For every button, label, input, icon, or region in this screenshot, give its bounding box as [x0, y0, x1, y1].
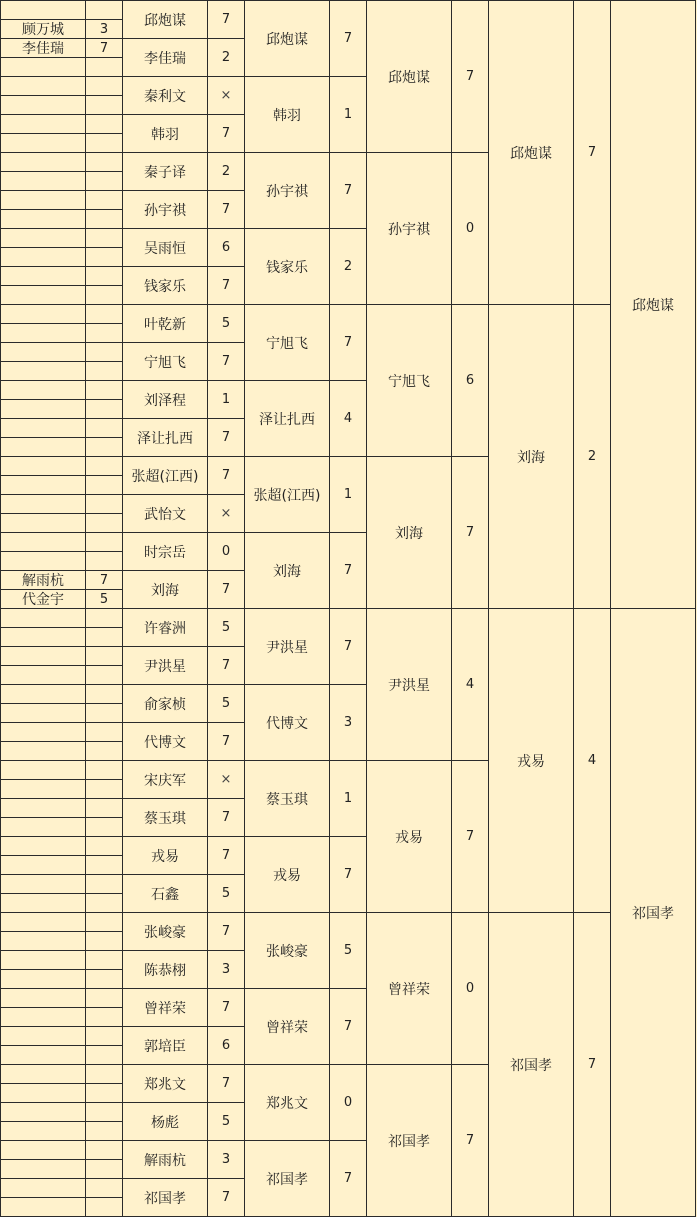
empty-cell — [0, 1007, 86, 1027]
empty-cell — [85, 760, 123, 780]
round1-player-score: 0 — [207, 532, 245, 571]
round1-player-score: 6 — [207, 1026, 245, 1065]
empty-cell — [0, 931, 86, 951]
round1-player-score: 7 — [207, 418, 245, 457]
empty-cell — [0, 836, 86, 856]
round4-player-score: 2 — [573, 304, 611, 609]
round1-player-score: 1 — [207, 380, 245, 419]
round2-player-score: 7 — [329, 0, 367, 77]
empty-cell — [0, 874, 86, 894]
round2-player-score: 7 — [329, 152, 367, 229]
empty-cell — [0, 1178, 86, 1198]
empty-cell — [0, 855, 86, 875]
round4-player-name: 刘海 — [488, 304, 574, 609]
empty-cell — [85, 779, 123, 799]
round3-player-name: 曾祥荣 — [366, 912, 452, 1065]
empty-cell — [85, 836, 123, 856]
empty-cell — [85, 171, 123, 191]
round1-player-score: 5 — [207, 608, 245, 647]
empty-cell — [0, 304, 86, 324]
empty-cell — [0, 171, 86, 191]
empty-cell — [85, 152, 123, 172]
round1-player-name: 宋庆军 — [122, 760, 208, 799]
empty-cell — [85, 646, 123, 666]
empty-cell — [85, 931, 123, 951]
round2-player-name: 代博文 — [244, 684, 330, 761]
empty-cell — [0, 988, 86, 1008]
round4-player-name: 祁国孝 — [488, 912, 574, 1217]
empty-cell — [0, 228, 86, 248]
round1-player-score: 7 — [207, 1178, 245, 1217]
round3-player-score: 7 — [451, 0, 489, 153]
empty-cell — [85, 722, 123, 742]
empty-cell — [0, 399, 86, 419]
round2-player-score: 5 — [329, 912, 367, 989]
qualifier-score: 7 — [85, 570, 123, 590]
round1-player-name: 武怡文 — [122, 494, 208, 533]
round2-player-score: 1 — [329, 760, 367, 837]
round1-player-name: 解雨杭 — [122, 1140, 208, 1179]
round1-player-name: 张峻豪 — [122, 912, 208, 951]
round2-player-name: 韩羽 — [244, 76, 330, 153]
round1-player-name: 陈恭栩 — [122, 950, 208, 989]
round1-player-name: 杨彪 — [122, 1102, 208, 1141]
round2-player-score: 7 — [329, 836, 367, 913]
round3-player-name: 邱炮谋 — [366, 0, 452, 153]
round2-player-name: 郑兆文 — [244, 1064, 330, 1141]
round4-player-score: 7 — [573, 0, 611, 305]
empty-cell — [85, 380, 123, 400]
empty-cell — [0, 893, 86, 913]
empty-cell — [85, 893, 123, 913]
empty-cell — [0, 190, 86, 210]
round3-player-score: 4 — [451, 608, 489, 761]
empty-cell — [85, 361, 123, 381]
empty-cell — [85, 551, 123, 571]
empty-cell — [0, 1064, 86, 1084]
round3-player-score: 6 — [451, 304, 489, 457]
empty-cell — [0, 684, 86, 704]
empty-cell — [85, 988, 123, 1008]
round2-player-score: 7 — [329, 532, 367, 609]
round1-player-score: 6 — [207, 228, 245, 267]
empty-cell — [0, 703, 86, 723]
round1-player-name: 刘泽程 — [122, 380, 208, 419]
empty-cell — [85, 513, 123, 533]
round3-player-score: 7 — [451, 456, 489, 609]
finalist-name: 邱炮谋 — [610, 0, 696, 609]
empty-cell — [0, 266, 86, 286]
qualifier-name: 李佳瑞 — [0, 38, 86, 58]
round1-player-name: 秦利文 — [122, 76, 208, 115]
empty-cell — [0, 0, 86, 20]
empty-cell — [85, 855, 123, 875]
empty-cell — [85, 1102, 123, 1122]
round3-player-score: 0 — [451, 912, 489, 1065]
round1-player-name: 秦子译 — [122, 152, 208, 191]
round2-player-score: 4 — [329, 380, 367, 457]
round1-player-score: 7 — [207, 266, 245, 305]
empty-cell — [0, 95, 86, 115]
round2-player-name: 祁国孝 — [244, 1140, 330, 1217]
empty-cell — [85, 1045, 123, 1065]
finalist-name: 祁国孝 — [610, 608, 696, 1217]
empty-cell — [0, 1026, 86, 1046]
round2-player-name: 尹洪星 — [244, 608, 330, 685]
round2-player-name: 戎易 — [244, 836, 330, 913]
empty-cell — [0, 969, 86, 989]
empty-cell — [0, 779, 86, 799]
round1-player-name: 韩羽 — [122, 114, 208, 153]
round1-player-name: 石鑫 — [122, 874, 208, 913]
empty-cell — [85, 608, 123, 628]
empty-cell — [85, 741, 123, 761]
empty-cell — [85, 456, 123, 476]
round1-player-name: 俞家桢 — [122, 684, 208, 723]
round1-player-score: 5 — [207, 304, 245, 343]
round1-player-score: × — [207, 76, 245, 115]
round1-player-score: 7 — [207, 570, 245, 609]
empty-cell — [85, 418, 123, 438]
round1-player-name: 吴雨恒 — [122, 228, 208, 267]
empty-cell — [85, 190, 123, 210]
qualifier-name: 代金宇 — [0, 589, 86, 609]
round1-player-name: 叶乾新 — [122, 304, 208, 343]
round2-player-score: 1 — [329, 456, 367, 533]
empty-cell — [85, 399, 123, 419]
empty-cell — [0, 1045, 86, 1065]
empty-cell — [85, 1178, 123, 1198]
empty-cell — [85, 817, 123, 837]
round2-player-score: 7 — [329, 1140, 367, 1217]
empty-cell — [0, 437, 86, 457]
round1-player-name: 戎易 — [122, 836, 208, 875]
round2-player-name: 钱家乐 — [244, 228, 330, 305]
round2-player-name: 张峻豪 — [244, 912, 330, 989]
round2-player-name: 曾祥荣 — [244, 988, 330, 1065]
empty-cell — [85, 532, 123, 552]
round1-player-name: 邱炮谋 — [122, 0, 208, 39]
round1-player-score: 7 — [207, 114, 245, 153]
round1-player-name: 郑兆文 — [122, 1064, 208, 1103]
round3-player-name: 戎易 — [366, 760, 452, 913]
round1-player-name: 蔡玉琪 — [122, 798, 208, 837]
round1-player-name: 郭培臣 — [122, 1026, 208, 1065]
empty-cell — [85, 76, 123, 96]
empty-cell — [85, 323, 123, 343]
empty-cell — [85, 1083, 123, 1103]
empty-cell — [85, 228, 123, 248]
qualifier-score: 7 — [85, 38, 123, 58]
empty-cell — [0, 608, 86, 628]
empty-cell — [0, 665, 86, 685]
round2-player-score: 0 — [329, 1064, 367, 1141]
empty-cell — [0, 722, 86, 742]
round1-player-score: 7 — [207, 190, 245, 229]
empty-cell — [0, 646, 86, 666]
round3-player-score: 7 — [451, 760, 489, 913]
round1-player-score: 7 — [207, 836, 245, 875]
empty-cell — [0, 323, 86, 343]
empty-cell — [0, 912, 86, 932]
round1-player-score: 7 — [207, 912, 245, 951]
empty-cell — [0, 1102, 86, 1122]
round1-player-name: 李佳瑞 — [122, 38, 208, 77]
round3-player-name: 刘海 — [366, 456, 452, 609]
empty-cell — [85, 684, 123, 704]
empty-cell — [85, 874, 123, 894]
empty-cell — [0, 513, 86, 533]
round1-player-name: 刘海 — [122, 570, 208, 609]
round2-player-name: 泽让扎西 — [244, 380, 330, 457]
round2-player-score: 1 — [329, 76, 367, 153]
empty-cell — [0, 342, 86, 362]
round2-player-name: 蔡玉琪 — [244, 760, 330, 837]
empty-cell — [85, 133, 123, 153]
empty-cell — [85, 494, 123, 514]
empty-cell — [85, 247, 123, 267]
round1-player-name: 代博文 — [122, 722, 208, 761]
empty-cell — [0, 209, 86, 229]
round4-player-score: 4 — [573, 608, 611, 913]
round1-player-score: 7 — [207, 456, 245, 495]
qualifier-score: 5 — [85, 589, 123, 609]
round2-player-score: 2 — [329, 228, 367, 305]
round3-player-score: 7 — [451, 1064, 489, 1217]
empty-cell — [0, 627, 86, 647]
empty-cell — [0, 1140, 86, 1160]
round1-player-name: 时宗岳 — [122, 532, 208, 571]
empty-cell — [0, 494, 86, 514]
empty-cell — [85, 798, 123, 818]
round2-player-name: 邱炮谋 — [244, 0, 330, 77]
round1-player-score: 7 — [207, 1064, 245, 1103]
empty-cell — [85, 1197, 123, 1217]
round1-player-score: 7 — [207, 722, 245, 761]
round1-player-score: 7 — [207, 988, 245, 1027]
empty-cell — [85, 209, 123, 229]
empty-cell — [85, 969, 123, 989]
empty-cell — [85, 114, 123, 134]
round1-player-score: 7 — [207, 342, 245, 381]
round1-player-score: × — [207, 760, 245, 799]
empty-cell — [85, 0, 123, 20]
round1-player-score: × — [207, 494, 245, 533]
qualifier-name: 顾万城 — [0, 19, 86, 39]
round2-player-score: 7 — [329, 608, 367, 685]
round2-player-name: 宁旭飞 — [244, 304, 330, 381]
round1-player-score: 3 — [207, 1140, 245, 1179]
empty-cell — [0, 1121, 86, 1141]
round4-player-score: 7 — [573, 912, 611, 1217]
empty-cell — [0, 798, 86, 818]
round3-player-name: 祁国孝 — [366, 1064, 452, 1217]
round2-player-name: 张超(江西) — [244, 456, 330, 533]
round1-player-name: 祁国孝 — [122, 1178, 208, 1217]
empty-cell — [85, 342, 123, 362]
round1-player-score: 5 — [207, 874, 245, 913]
empty-cell — [85, 1121, 123, 1141]
empty-cell — [0, 760, 86, 780]
empty-cell — [0, 1197, 86, 1217]
round1-player-name: 曾祥荣 — [122, 988, 208, 1027]
empty-cell — [85, 285, 123, 305]
round2-player-score: 7 — [329, 304, 367, 381]
empty-cell — [0, 76, 86, 96]
empty-cell — [85, 304, 123, 324]
round1-player-name: 宁旭飞 — [122, 342, 208, 381]
round3-player-name: 宁旭飞 — [366, 304, 452, 457]
round2-player-name: 孙宇祺 — [244, 152, 330, 229]
round4-player-name: 戎易 — [488, 608, 574, 913]
empty-cell — [85, 1007, 123, 1027]
round1-player-score: 5 — [207, 1102, 245, 1141]
round1-player-score: 7 — [207, 798, 245, 837]
round3-player-name: 孙宇祺 — [366, 152, 452, 305]
empty-cell — [0, 475, 86, 495]
round3-player-name: 尹洪星 — [366, 608, 452, 761]
round1-player-score: 5 — [207, 684, 245, 723]
empty-cell — [85, 1026, 123, 1046]
round1-player-name: 孙宇祺 — [122, 190, 208, 229]
empty-cell — [0, 285, 86, 305]
round1-player-score: 2 — [207, 38, 245, 77]
empty-cell — [0, 817, 86, 837]
round1-player-name: 许睿洲 — [122, 608, 208, 647]
empty-cell — [85, 665, 123, 685]
round1-player-name: 钱家乐 — [122, 266, 208, 305]
empty-cell — [85, 950, 123, 970]
empty-cell — [0, 456, 86, 476]
round1-player-name: 张超(江西) — [122, 456, 208, 495]
empty-cell — [85, 266, 123, 286]
round2-player-score: 7 — [329, 988, 367, 1065]
empty-cell — [85, 1064, 123, 1084]
qualifier-name: 解雨杭 — [0, 570, 86, 590]
empty-cell — [85, 475, 123, 495]
round1-player-score: 3 — [207, 950, 245, 989]
empty-cell — [0, 551, 86, 571]
empty-cell — [0, 532, 86, 552]
empty-cell — [0, 1083, 86, 1103]
empty-cell — [0, 741, 86, 761]
empty-cell — [0, 418, 86, 438]
empty-cell — [85, 703, 123, 723]
empty-cell — [0, 114, 86, 134]
empty-cell — [0, 247, 86, 267]
round1-player-name: 尹洪星 — [122, 646, 208, 685]
empty-cell — [0, 361, 86, 381]
empty-cell — [85, 1159, 123, 1179]
empty-cell — [85, 627, 123, 647]
round1-player-name: 泽让扎西 — [122, 418, 208, 457]
empty-cell — [85, 57, 123, 77]
round1-player-score: 2 — [207, 152, 245, 191]
round4-player-name: 邱炮谋 — [488, 0, 574, 305]
round1-player-score: 7 — [207, 0, 245, 39]
qualifier-score: 3 — [85, 19, 123, 39]
empty-cell — [0, 950, 86, 970]
empty-cell — [0, 57, 86, 77]
empty-cell — [85, 95, 123, 115]
empty-cell — [0, 133, 86, 153]
empty-cell — [85, 912, 123, 932]
round2-player-name: 刘海 — [244, 532, 330, 609]
empty-cell — [0, 152, 86, 172]
empty-cell — [85, 437, 123, 457]
empty-cell — [0, 1159, 86, 1179]
empty-cell — [85, 1140, 123, 1160]
round3-player-score: 0 — [451, 152, 489, 305]
round2-player-score: 3 — [329, 684, 367, 761]
round1-player-score: 7 — [207, 646, 245, 685]
empty-cell — [0, 380, 86, 400]
